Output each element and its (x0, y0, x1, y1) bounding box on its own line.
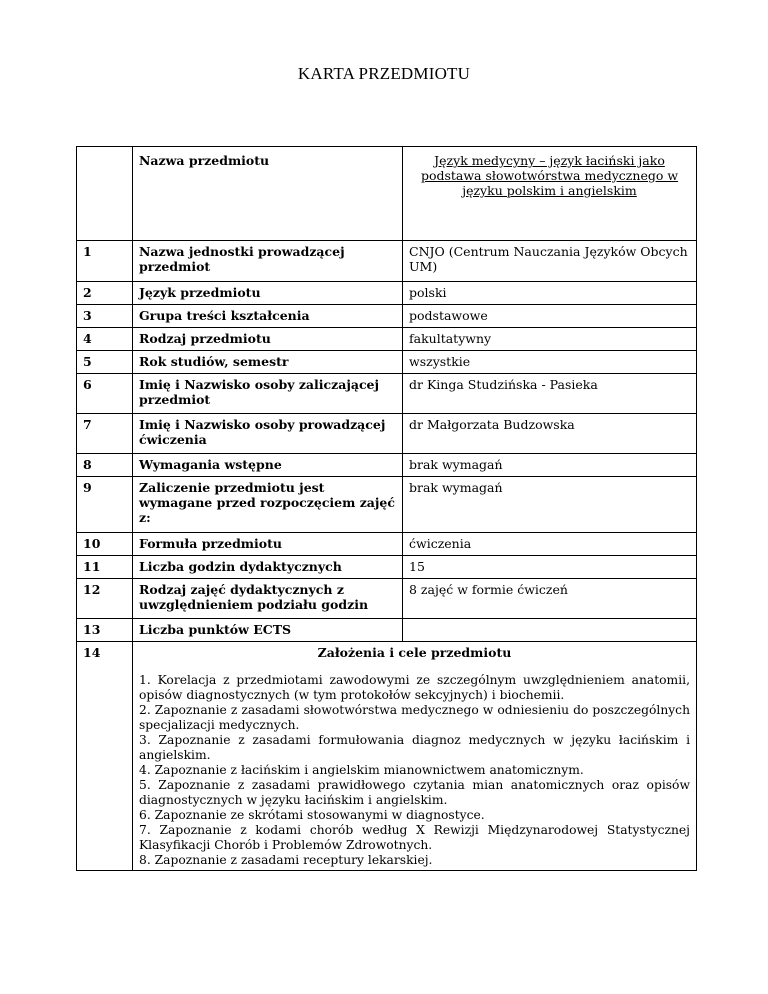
header-num-cell (77, 147, 133, 241)
table-row (77, 579, 697, 619)
table-row (77, 556, 697, 579)
row-label: Imię i Nazwisko osoby prowadzącej ćwiczenia (133, 414, 403, 454)
row-number: 4 (77, 328, 133, 351)
table-row (77, 454, 697, 477)
goal-item: 3. Zapoznanie z zasadami formułowania diagnoz medycznych w języku łacińskim i angielskim. (139, 733, 690, 762)
row-label: Rodzaj zajęć dydaktycznych z uwzględnieniem podziału godzin (133, 579, 403, 619)
row-value: dr Kinga Studzińska - Pasieka (403, 374, 697, 414)
row-number: 5 (77, 351, 133, 374)
course-name-value: Język medycyny – język łaciński jako podstawa słowotwórstwa medycznego w języku polskim i angielskim (403, 147, 697, 241)
row-value: CNJO (Centrum Nauczania Języków Obcych UM) (403, 241, 697, 282)
table-row (77, 282, 697, 305)
table-row (77, 374, 697, 414)
row-value: 8 zajęć w formie ćwiczeń (403, 579, 697, 619)
row-value: polski (403, 282, 697, 305)
row-label: Rok studiów, semestr (133, 351, 403, 374)
goal-item: 2. Zapoznanie z zasadami słowotwórstwa medycznego w odniesieniu do poszczególnych specjalizacji medycznych. (139, 703, 690, 732)
row-number: 14 (77, 642, 133, 871)
row-label: Zaliczenie przedmiotu jest wymagane przed rozpoczęciem zajęć z: (133, 477, 403, 533)
row-number: 10 (77, 533, 133, 556)
goal-item: 5. Zapoznanie z zasadami prawidłowego czytania mian anatomicznych oraz opisów diagnostycznych w języku łacińskim i angielskim. (139, 778, 690, 807)
goals-row (77, 642, 697, 871)
row-value: podstawowe (403, 305, 697, 328)
goal-item: 7. Zapoznanie z kodami chorób według X Rewizji Międzynarodowej Statystycznej Klasyfikacji Chorób i Problemów Zdrowotnych. (139, 823, 690, 852)
row-value: brak wymagań (403, 477, 697, 533)
course-name-label: Nazwa przedmiotu (133, 147, 403, 241)
row-label: Rodzaj przedmiotu (133, 328, 403, 351)
goal-item: 4. Zapoznanie z łacińskim i angielskim mianownictwem anatomicznym. (139, 763, 584, 777)
row-label: Grupa treści kształcenia (133, 305, 403, 328)
goals-heading: Założenia i cele przedmiotu (317, 645, 512, 660)
row-label: Liczba godzin dydaktycznych (133, 556, 403, 579)
row-value (403, 619, 697, 642)
row-number: 6 (77, 374, 133, 414)
row-value: fakultatywny (403, 328, 697, 351)
table-row (77, 305, 697, 328)
row-value: dr Małgorzata Budzowska (403, 414, 697, 454)
row-label: Formuła przedmiotu (133, 533, 403, 556)
row-label: Wymagania wstępne (133, 454, 403, 477)
goals-cell (133, 642, 697, 871)
row-number: 8 (77, 454, 133, 477)
row-number: 9 (77, 477, 133, 533)
goal-item: 6. Zapoznanie ze skrótami stosowanymi w diagnostyce. (139, 808, 485, 822)
table-row (77, 533, 697, 556)
row-value: 15 (403, 556, 697, 579)
row-value: wszystkie (403, 351, 697, 374)
table-row (77, 477, 697, 533)
row-number: 7 (77, 414, 133, 454)
row-label: Nazwa jednostki prowadzącej przedmiot (133, 241, 403, 282)
row-number: 13 (77, 619, 133, 642)
table-row (77, 619, 697, 642)
table-row (77, 241, 697, 282)
row-number: 1 (77, 241, 133, 282)
row-value: ćwiczenia (403, 533, 697, 556)
table-row (77, 328, 697, 351)
row-number: 12 (77, 579, 133, 619)
table-row (77, 414, 697, 454)
row-value: brak wymagań (403, 454, 697, 477)
page-title: KARTA PRZEDMIOTU (297, 64, 471, 83)
goal-item: 8. Zapoznanie z zasadami receptury lekarskiej. (139, 853, 433, 867)
row-label: Język przedmiotu (133, 282, 403, 305)
goal-item: 1. Korelacja z przedmiotami zawodowymi ze szczególnym uwzględnieniem anatomii, opisów diagnostycznych (w tym protokołów sekcyjnych) i biochemii. (139, 673, 690, 702)
row-number: 3 (77, 305, 133, 328)
table-row (77, 351, 697, 374)
row-number: 11 (77, 556, 133, 579)
row-number: 2 (77, 282, 133, 305)
row-label: Imię i Nazwisko osoby zaliczającej przedmiot (133, 374, 403, 414)
row-label: Liczba punktów ECTS (133, 619, 403, 642)
course-card-table (76, 146, 697, 871)
header-row (77, 147, 697, 241)
